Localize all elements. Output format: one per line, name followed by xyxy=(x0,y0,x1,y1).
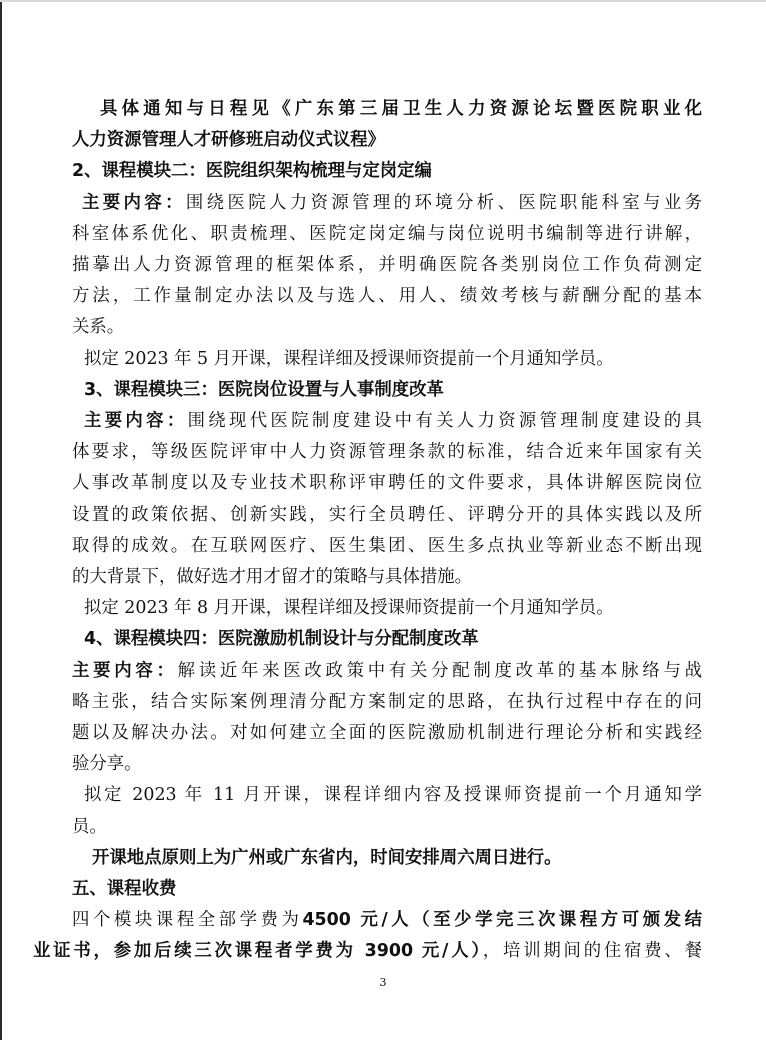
line-text: 人力资源管理人才研修班启动仪式议程》 xyxy=(72,130,386,151)
line-text: ，培训期间的住宿费、餐 xyxy=(482,941,702,962)
text-line xyxy=(34,656,702,687)
text-line xyxy=(34,905,702,936)
text-line xyxy=(34,437,702,468)
line-text: 围绕医院人力资源管理的环境分析、医院职能科室与业务 xyxy=(185,192,702,213)
text-line xyxy=(34,874,702,905)
line-text: 关系。 xyxy=(72,317,125,338)
text-line xyxy=(34,188,702,219)
text-line xyxy=(34,468,702,499)
line-text: 方法，工作量制定办法以及与选人、用人、绩效考核与薪酬分配的基本 xyxy=(72,286,702,307)
text-line xyxy=(34,843,702,874)
line-text: 设置的政策依据、创新实践，实行全员聘任、评聘分开的具体实践以及所 xyxy=(72,504,702,525)
document-body xyxy=(34,94,702,968)
line-text: 解读近年来医改政策中有关分配制度改革的基本脉络与战 xyxy=(177,660,702,681)
line-text: 的大背景下，做好选才用才留才的策略与具体措施。 xyxy=(72,567,472,588)
line-text: 拟定 2023 年 11 月开课，课程详细内容及授课师资提前一个月通知学 xyxy=(84,785,702,806)
page-number: 3 xyxy=(379,976,387,989)
text-line xyxy=(34,780,702,811)
text-line xyxy=(34,749,702,780)
text-line xyxy=(34,156,702,187)
line-text: 开课地点原则上为广州或广东省内，时间安排周六周日进行。 xyxy=(92,847,562,868)
line-text: 拟定 2023 年 8 月开课，课程详细及授课师资提前一个月通知学员。 xyxy=(84,598,614,619)
bold-fragment: 业证书，参加后续三次课程者学费为 3900 元/人） xyxy=(33,941,483,962)
line-text: 围绕现代医院制度建设中有关人力资源管理制度建设的具 xyxy=(187,411,702,432)
line-text: 3、课程模块三：医院岗位设置与人事制度改革 xyxy=(84,379,444,400)
line-text: 取得的成效。在互联网医疗、医生集团、医生多点执业等新业态不断出现 xyxy=(72,535,702,556)
page-edge xyxy=(0,0,2,1040)
line-text: 2、课程模块二：医院组织架构梳理与定岗定编 xyxy=(72,161,432,182)
line-prefix: 四个模块课程全部学费为 xyxy=(72,910,303,931)
line-text: 人事改革制度以及专业技术职称评审聘任的文件要求，具体讲解医院岗位 xyxy=(72,473,702,494)
page-top-edge xyxy=(0,0,766,2)
line-text: 科室体系优化、职责梳理、医院定岗定编与岗位说明书编制等进行讲解， xyxy=(72,223,702,244)
line-prefix: 主要内容： xyxy=(82,192,186,213)
text-line xyxy=(34,344,702,375)
line-text: 题以及解决办法。对如何建立全面的医院激励机制进行理论分析和实践经 xyxy=(72,723,702,744)
text-line xyxy=(34,531,702,562)
text-line xyxy=(34,281,702,312)
text-line xyxy=(33,936,702,967)
line-text: 员。 xyxy=(72,816,107,837)
line-text: 体要求，等级医院评审中人力资源管理条款的标准，结合近来年国家有关 xyxy=(72,442,702,463)
line-text: 描摹出人力资源管理的框架体系，并明确医院各类别岗位工作负荷测定 xyxy=(72,255,702,276)
text-line xyxy=(34,687,702,718)
line-text: 拟定 2023 年 5 月开课，课程详细及授课师资提前一个月通知学员。 xyxy=(84,348,614,369)
text-line xyxy=(34,718,702,749)
line-prefix: 主要内容： xyxy=(72,660,178,681)
text-line xyxy=(34,94,702,125)
text-line xyxy=(34,375,702,406)
text-line xyxy=(34,250,702,281)
text-line xyxy=(34,219,702,250)
line-text: 验分享。 xyxy=(72,754,142,775)
bold-fragment: 4500 元/人（至少学完三次课程方可颁发结 xyxy=(302,910,702,931)
line-prefix: 主要内容： xyxy=(84,411,188,432)
line-text: 五、课程收费 xyxy=(72,879,177,900)
text-line xyxy=(34,593,702,624)
text-line xyxy=(34,562,702,593)
text-line xyxy=(34,125,702,156)
line-text: 4、课程模块四：医院激励机制设计与分配制度改革 xyxy=(84,629,479,650)
line-text: 略主张，结合实际案例理清分配方案制定的思路，在执行过程中存在的问 xyxy=(72,691,702,712)
text-line xyxy=(34,406,702,437)
text-line xyxy=(34,812,702,843)
text-line xyxy=(34,312,702,343)
text-line xyxy=(34,624,702,655)
text-line xyxy=(34,500,702,531)
line-text: 具体通知与日程见《广东第三届卫生人力资源论坛暨医院职业化 xyxy=(100,99,702,119)
